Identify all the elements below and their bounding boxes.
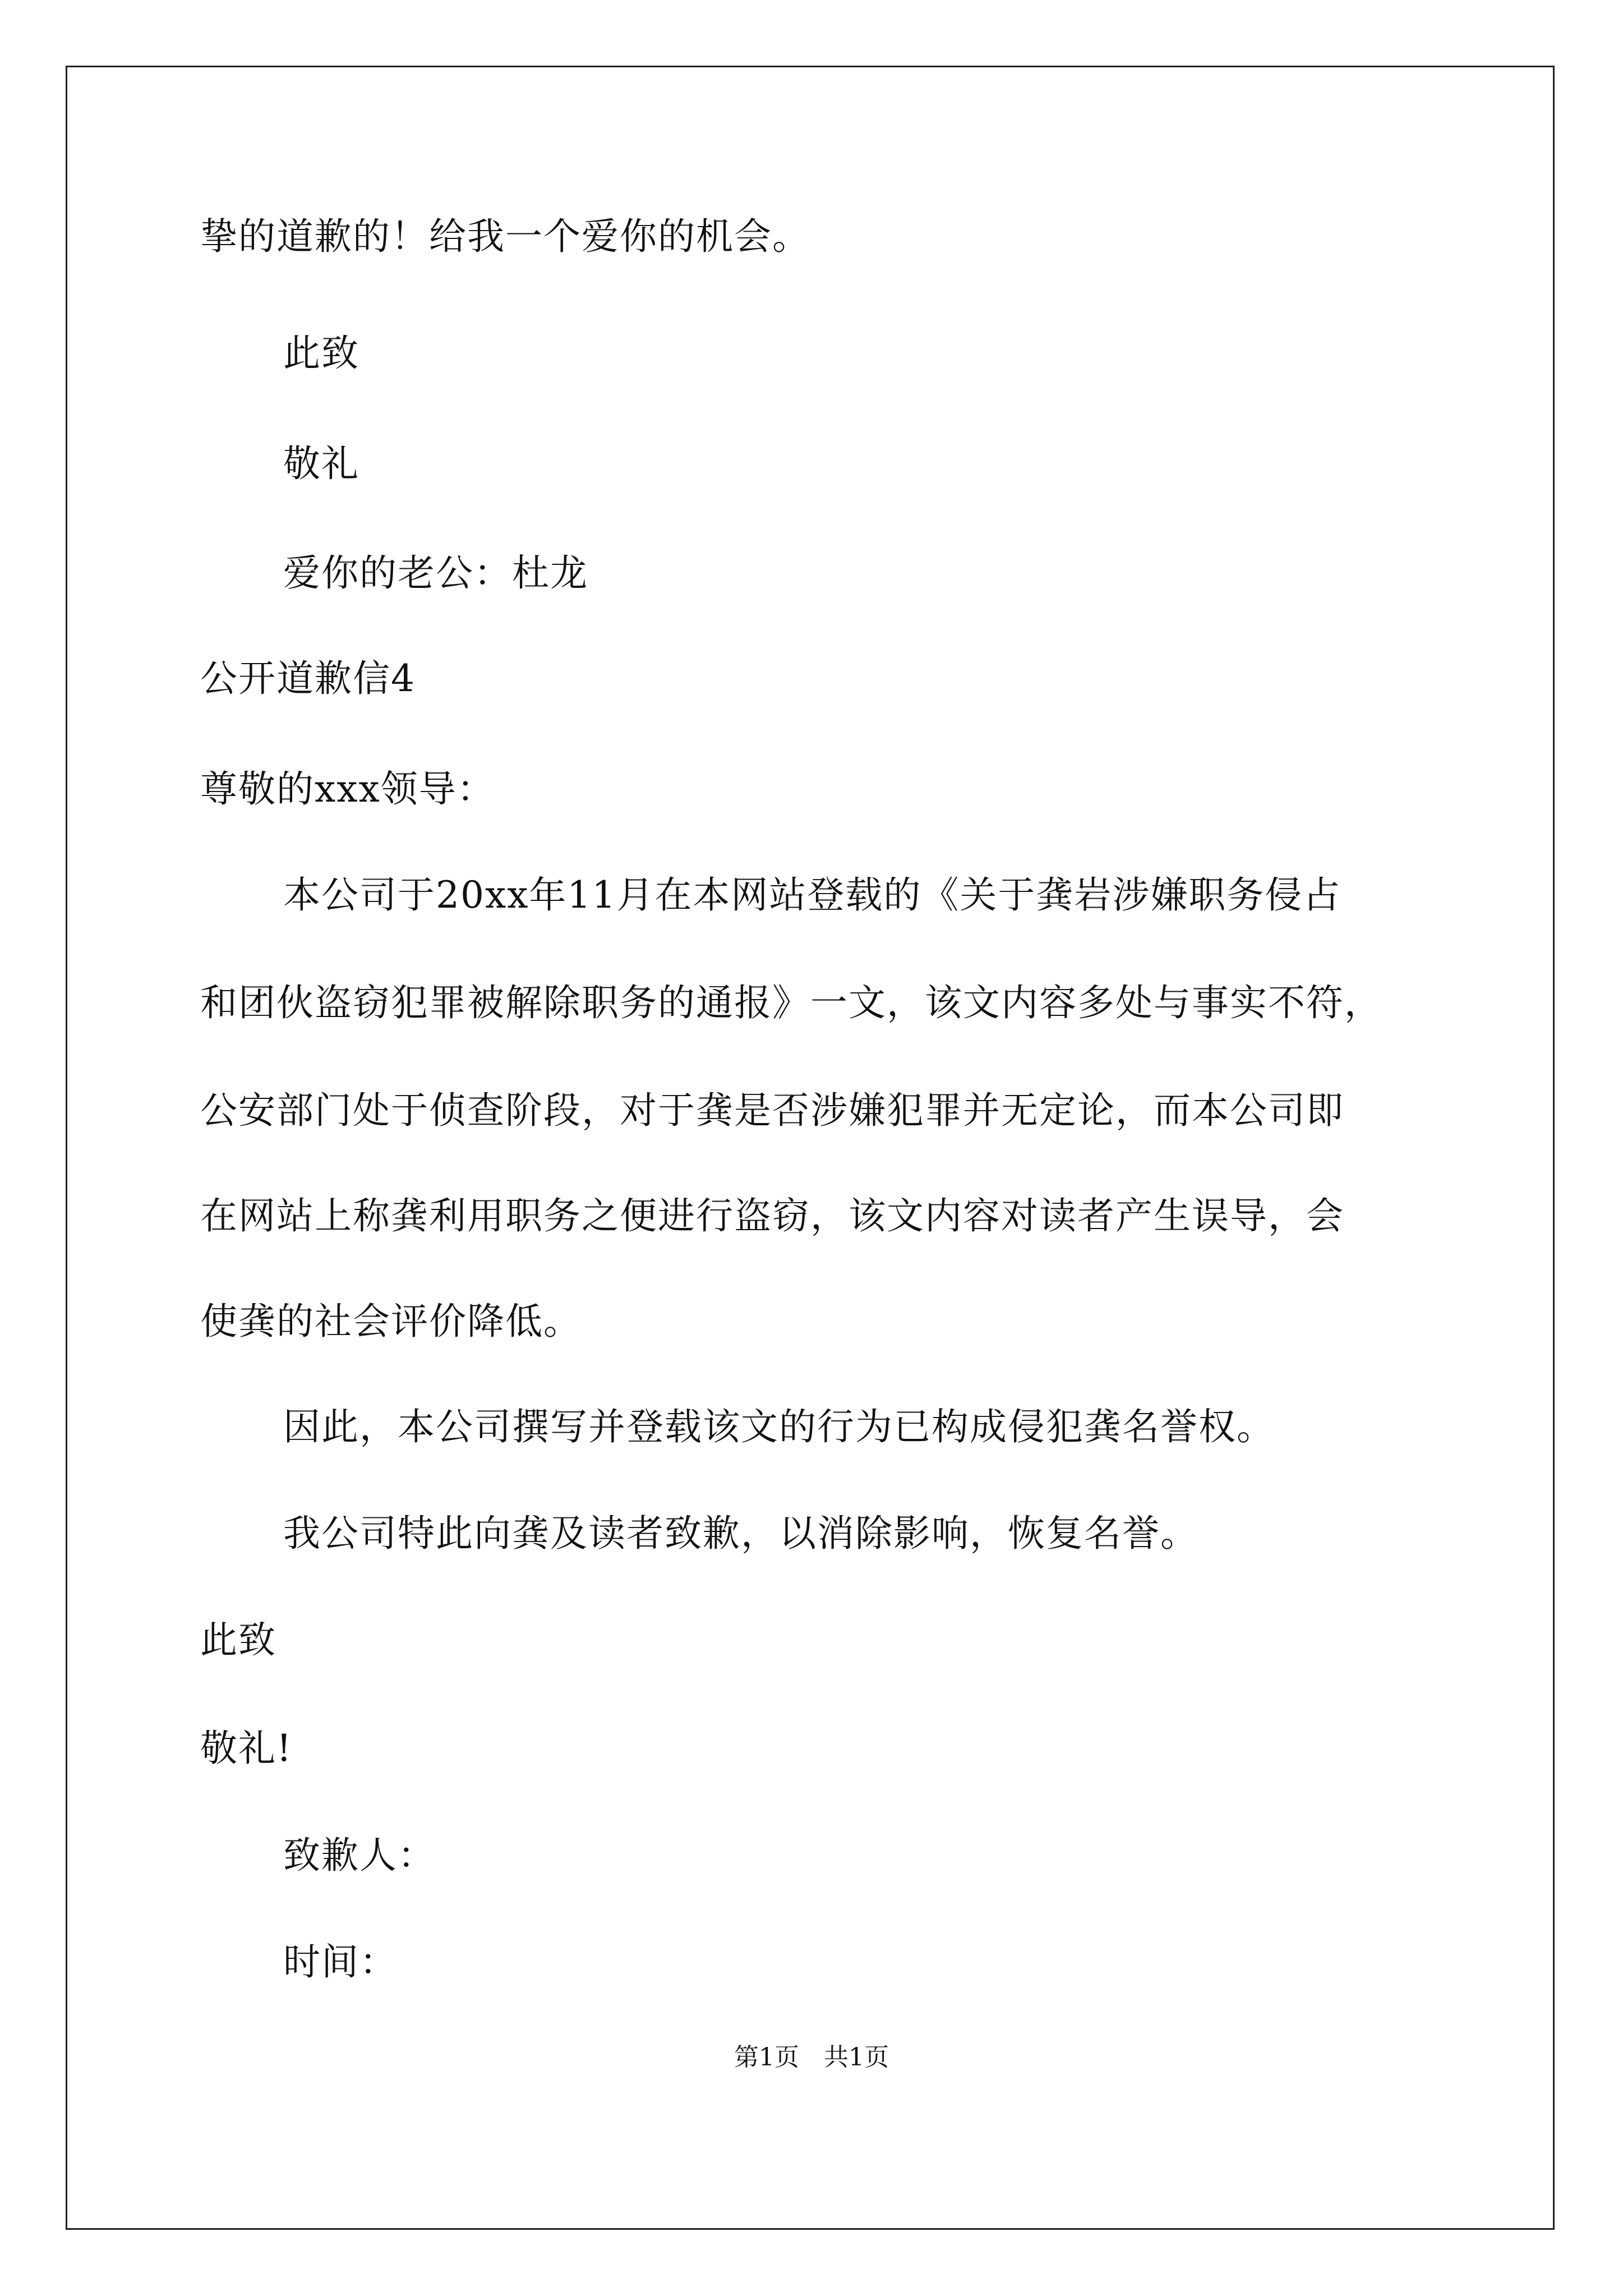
section-title: 公开道歉信4 — [200, 657, 416, 700]
date-label: 时间： — [283, 1940, 398, 1984]
signature-line: 爱你的老公：杜龙 — [283, 551, 588, 595]
body-line: 在网站上称龚利用职务之便进行盗窃，该文内容对读者产生误导，会 — [200, 1194, 1344, 1237]
body-line: 和团伙盗窃犯罪被解除职务的通报》一文，该文内容多处与事实不符， — [200, 981, 1382, 1024]
salutation-line: 此致 — [283, 332, 359, 375]
closing-line: 敬礼 — [283, 442, 359, 485]
body-line: 挚的道歉的！给我一个爱你的机会。 — [200, 215, 810, 258]
body-line: 公安部门处于侦查阶段，对于龚是否涉嫌犯罪并无定论，而本公司即 — [200, 1089, 1344, 1132]
page-border — [66, 66, 1555, 2230]
page-footer: 第1页 共1页 — [734, 2043, 889, 2072]
body-line: 我公司特此向龚及读者致歉，以消除影响，恢复名誉。 — [283, 1512, 1198, 1555]
apologizer-label: 致歉人： — [283, 1834, 436, 1877]
salutation-line: 此致 — [200, 1618, 276, 1662]
body-line: 使龚的社会评价降低。 — [200, 1300, 582, 1343]
body-line: 本公司于20xx年11月在本网站登载的《关于龚岩涉嫌职务侵占 — [283, 873, 1341, 917]
closing-line: 敬礼! — [200, 1727, 293, 1770]
body-line: 因此，本公司撰写并登载该文的行为已构成侵犯龚名誉权。 — [283, 1405, 1275, 1448]
addressee-line: 尊敬的xxx领导： — [200, 767, 495, 811]
